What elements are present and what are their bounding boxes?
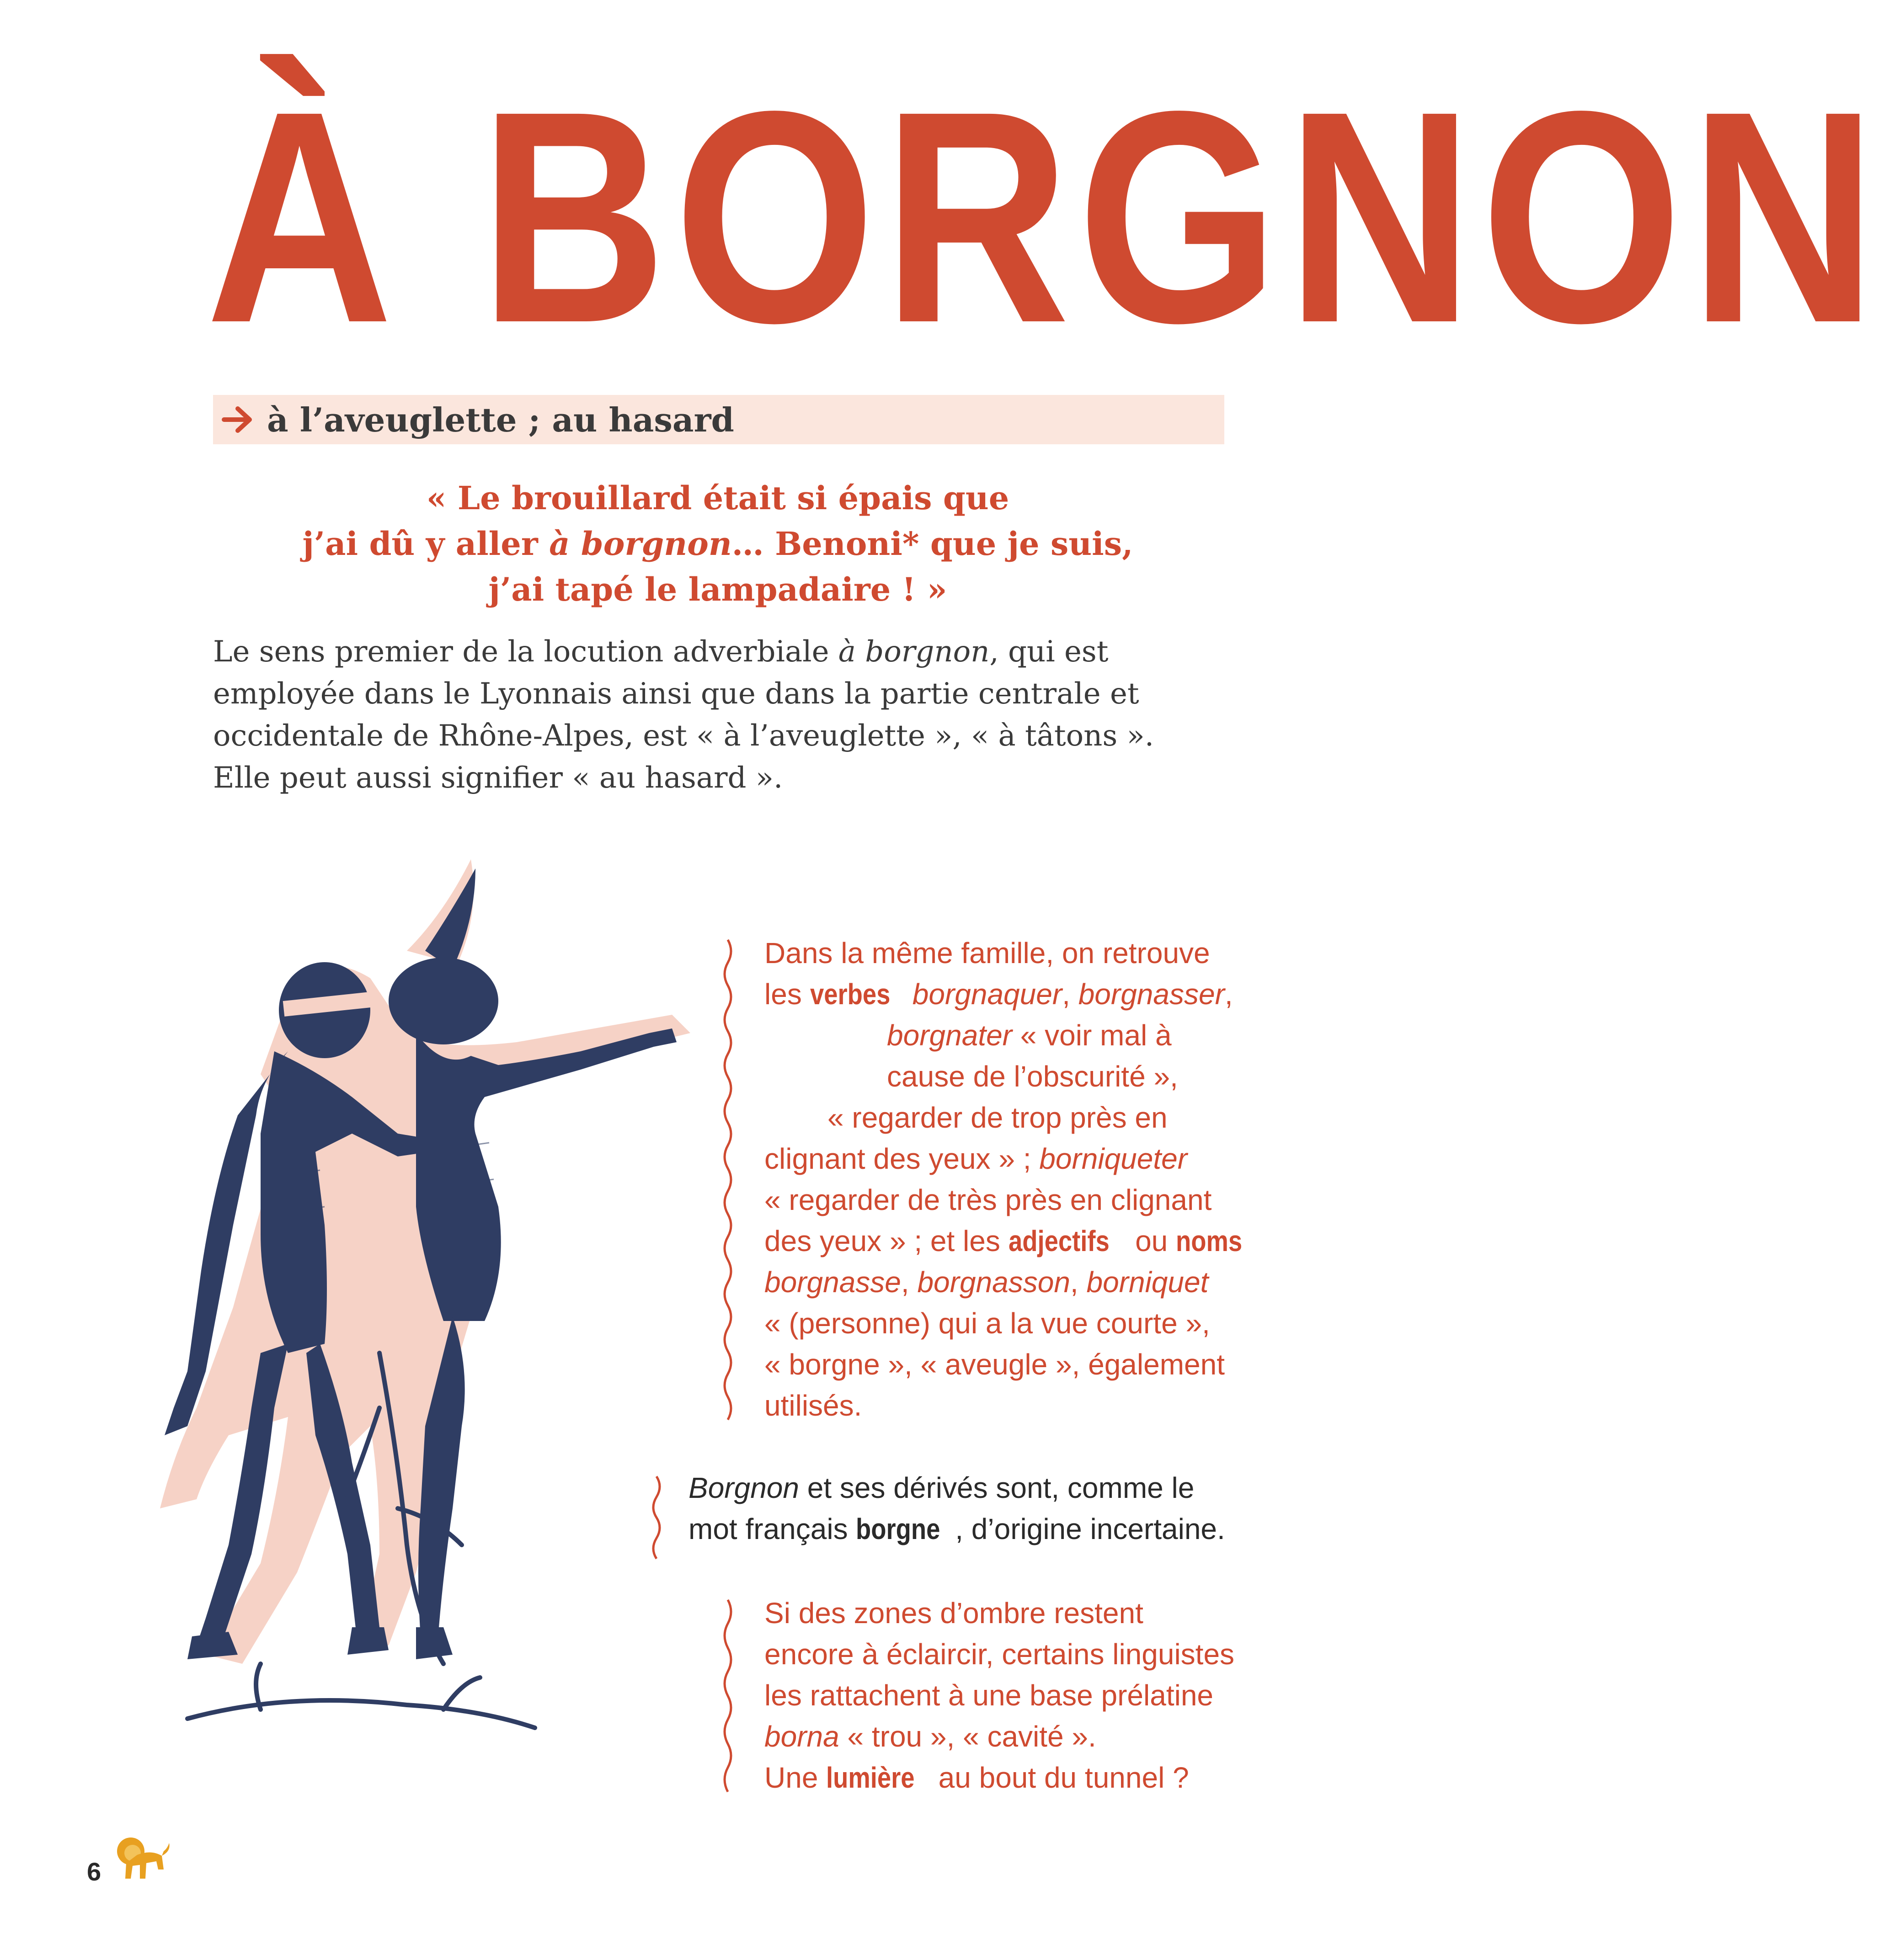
origin-note bbox=[688, 1467, 1237, 1550]
note-line: encore à éclaircir, certains linguistes bbox=[764, 1638, 1235, 1671]
note-line: Borgnon et ses dérivés sont, comme le bbox=[688, 1471, 1195, 1504]
note-line: « borgne », « aveugle », également bbox=[764, 1348, 1225, 1381]
note-line: « (personne) qui a la vue courte », bbox=[764, 1307, 1210, 1340]
definition-text: à l’aveuglette ; au hasard bbox=[267, 400, 734, 439]
note-line: Une lumière au bout du tunnel ? bbox=[764, 1761, 1189, 1794]
note-line: Dans la même famille, on retrouve bbox=[764, 937, 1210, 969]
note-line: « regarder de trop près en bbox=[827, 1101, 1168, 1134]
wavy-line-icon bbox=[719, 940, 737, 1420]
note-line: les rattachent à une base prélatine bbox=[764, 1679, 1213, 1712]
wavy-line-icon bbox=[719, 1600, 737, 1792]
note-line: les verbes borgnaquer, borgnasser, bbox=[764, 978, 1233, 1011]
note-line: cause de l’obscurité », bbox=[887, 1060, 1178, 1093]
quote-line: « Le brouillard était si épais que bbox=[426, 479, 1009, 517]
quote-line: j’ai tapé le lampadaire ! » bbox=[488, 570, 947, 608]
note-line: utilisés. bbox=[764, 1389, 862, 1422]
intro-line: Le sens premier de la locution adverbiale à borgnon, qui est bbox=[213, 635, 1109, 669]
note-line: borgnater « voir mal à bbox=[887, 1019, 1172, 1052]
example-quote bbox=[274, 475, 1161, 612]
note-line: borna « trou », « cavité ». bbox=[764, 1720, 1096, 1753]
intro-paragraph bbox=[213, 631, 1228, 799]
note-line: clignant des yeux » ; borniqueter bbox=[764, 1142, 1188, 1175]
lion-icon bbox=[114, 1833, 174, 1883]
wavy-line-icon bbox=[647, 1476, 666, 1559]
note-line: borgnasse, borgnasson, borniquet bbox=[764, 1266, 1209, 1299]
note-line: des yeux » ; et les adjectifs ou noms bbox=[764, 1225, 1243, 1257]
arrow-right-icon bbox=[222, 406, 254, 433]
page-number: 6 bbox=[87, 1857, 101, 1886]
family-note bbox=[764, 932, 1267, 1426]
blindfold-game-illustration bbox=[123, 859, 786, 1746]
etymology-note bbox=[764, 1592, 1267, 1798]
intro-line: Elle peut aussi signifier « au hasard ». bbox=[213, 761, 783, 795]
note-line: mot français borgne , d’origine incertaine. bbox=[688, 1513, 1225, 1545]
quote-line: j’ai dû y aller à borgnon… Benoni* que je suis, bbox=[302, 525, 1133, 563]
note-line: Si des zones d’ombre restent bbox=[764, 1597, 1143, 1630]
intro-line: occidentale de Rhône-Alpes, est « à l’aveuglette », « à tâtons ». bbox=[213, 719, 1154, 753]
intro-line: employée dans le Lyonnais ainsi que dans la partie centrale et bbox=[213, 677, 1139, 711]
note-line: « regarder de très près en clignant bbox=[764, 1183, 1212, 1216]
definition-band bbox=[213, 395, 1224, 444]
page-title: À BORGNON bbox=[206, 48, 1884, 385]
